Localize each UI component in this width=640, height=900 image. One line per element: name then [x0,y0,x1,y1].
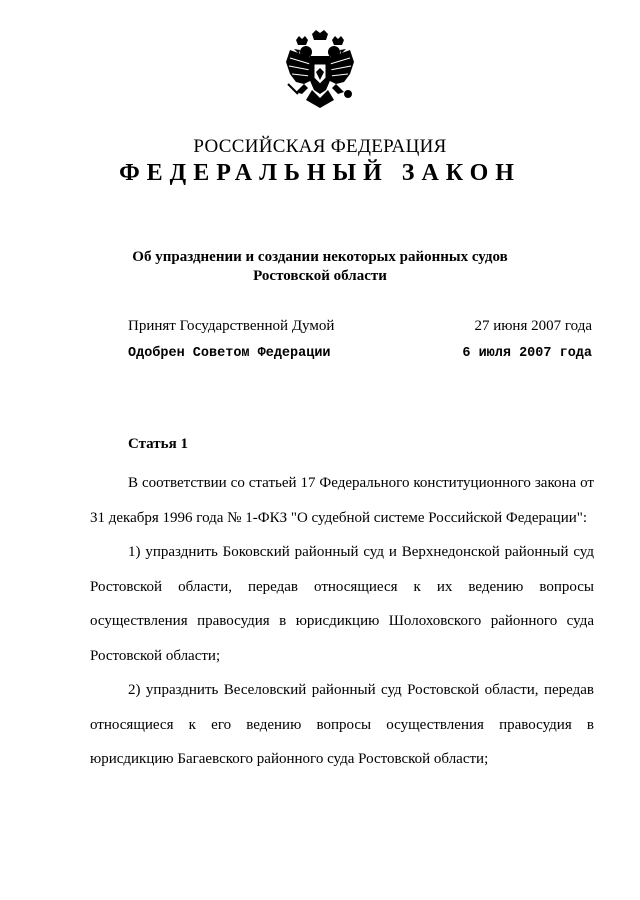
article-body [90,466,594,777]
russian-coat-of-arms-icon [282,28,358,118]
adoption-row-council [128,346,592,361]
adoption-label: Одобрен Советом Федерации [128,346,331,361]
law-title-line-2: Ростовской области [253,268,387,284]
law-title-line-1: Об упразднении и создании некоторых районных судов [132,249,508,265]
article-heading: Статья 1 [128,436,188,452]
article-paragraph: 2) упразднить Веселовский районный суд Ростовской области, передав относящиеся к его ведению вопросы осуществления правосудия в юрисдикцию Багаевского районного суда Ростовской области; [90,682,594,767]
article-paragraph: 1) упразднить Боковский районный суд и Верхнедонской районный суд Ростовской области, передав относящиеся к их ведению вопросы осуществления правосудия в юрисдикцию Шолоховского районного суда Ростовской области; [90,544,594,664]
adoption-date: 27 июня 2007 года [474,318,592,334]
adoption-label: Принят Государственной Думой [128,318,335,334]
country-name: РОССИЙСКАЯ ФЕДЕРАЦИЯ [193,136,447,157]
law-title [0,248,640,286]
document-type: ФЕДЕРАЛЬНЫЙ ЗАКОН [119,160,521,186]
article-paragraph: В соответствии со статьей 17 Федерального конституционного закона от 31 декабря 1996 года № 1-ФКЗ "О судебной системе Российской Федерации": [90,475,594,526]
adoption-row-duma [128,318,592,335]
adoption-date: 6 июля 2007 года [462,346,592,361]
